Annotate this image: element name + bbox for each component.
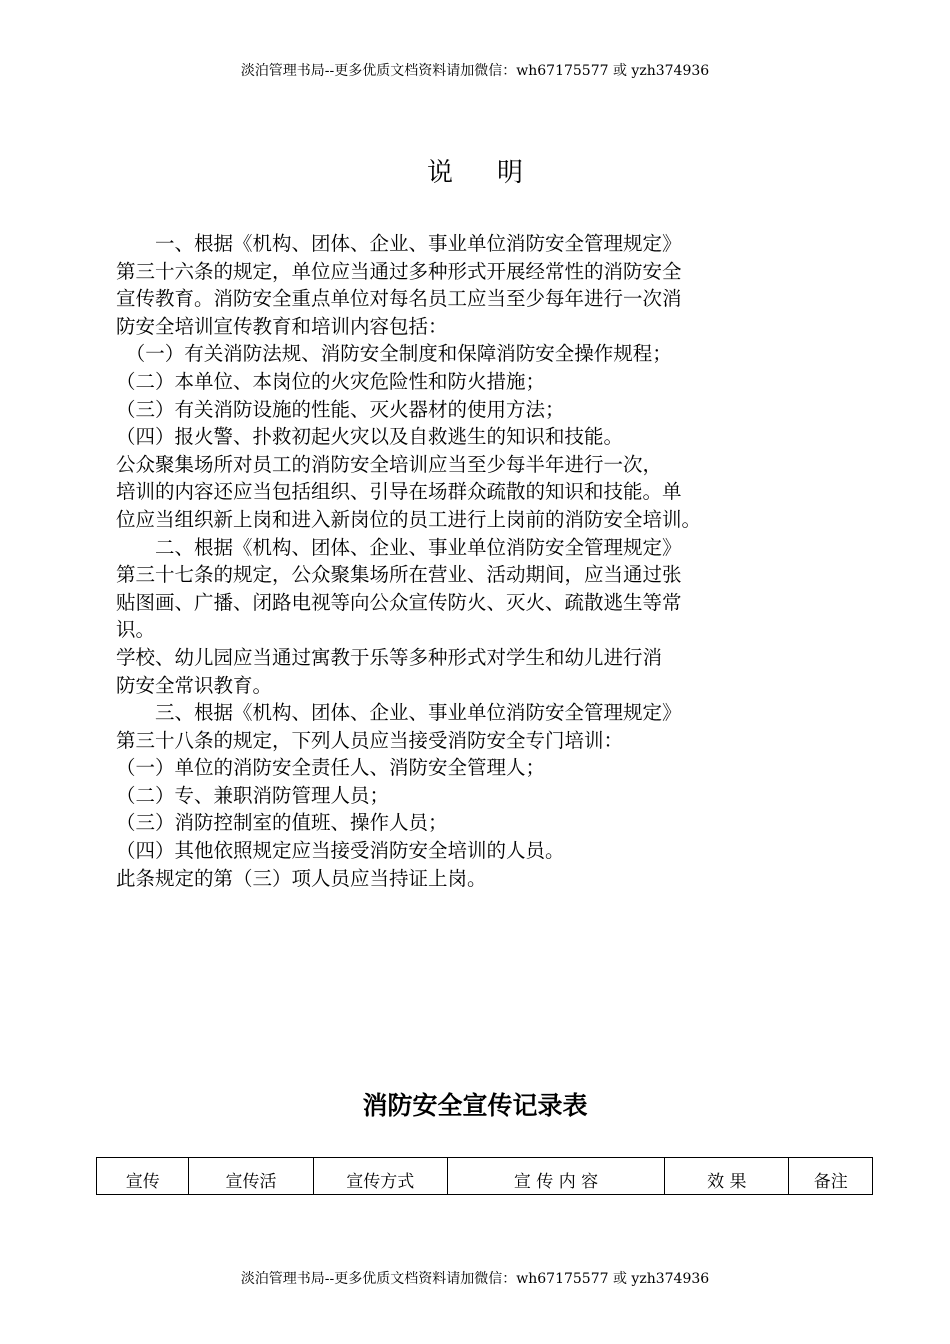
body-line: 培训的内容还应当包括组织、引导在场群众疏散的知识和技能。单 xyxy=(116,480,682,504)
body-line: 防安全培训宣传教育和培训内容包括： xyxy=(116,314,448,338)
body-line: 识。 xyxy=(116,618,156,642)
body-line: 学校、幼儿园应当通过寓教于乐等多种形式对学生和幼儿进行消 xyxy=(116,645,663,669)
body-line: （三）有关消防设施的性能、灭火器材的使用方法； xyxy=(116,397,565,421)
body-line: （二）本单位、本岗位的火灾危险性和防火措施； xyxy=(116,369,546,393)
record-table-title: 消防安全宣传记录表 xyxy=(362,1091,588,1120)
body-line: 贴图画、广播、闭路电视等向公众宣传防火、灭火、疏散逃生等常 xyxy=(116,590,682,614)
table-header-row xyxy=(97,1158,873,1195)
body-line: （一）有关消防法规、消防安全制度和保障消防安全操作规程； xyxy=(116,342,672,366)
body-line: （四）其他依照规定应当接受消防安全培训的人员。 xyxy=(116,839,565,863)
body-line: （四）报火警、扑救初起火灾以及自救逃生的知识和技能。 xyxy=(116,425,624,449)
page-header: 淡泊管理书局--更多优质文档资料请加微信：wh67175577 或 yzh374936 xyxy=(240,63,710,79)
body-line: 此条规定的第（三）项人员应当持证上岗。 xyxy=(116,866,487,890)
record-table xyxy=(96,1157,873,1195)
body-line: 第三十八条的规定，下列人员应当接受消防安全专门培训： xyxy=(116,728,624,752)
page-footer: 淡泊管理书局--更多优质文档资料请加微信：wh67175577 或 yzh374936 xyxy=(240,1271,710,1287)
body-line: （三）消防控制室的值班、操作人员； xyxy=(116,811,448,835)
explanation-body xyxy=(116,230,846,892)
header-cell: 宣传 xyxy=(97,1158,189,1195)
body-line: 公众聚集场所对员工的消防安全培训应当至少每半年进行一次， xyxy=(116,452,663,476)
body-line: 第三十六条的规定，单位应当通过多种形式开展经常性的消防安全 xyxy=(116,259,682,283)
page-title: 说明 xyxy=(426,158,567,188)
header-cell: 备注 xyxy=(789,1158,873,1195)
body-line: 三、根据《机构、团体、企业、事业单位消防安全管理规定》 xyxy=(116,701,682,725)
header-cell: 宣 传 内 容 xyxy=(447,1158,665,1195)
body-line: 位应当组织新上岗和进入新岗位的员工进行上岗前的消防安全培训。 xyxy=(116,507,702,531)
body-line: 二、根据《机构、团体、企业、事业单位消防安全管理规定》 xyxy=(116,535,682,559)
body-line: （二）专、兼职消防管理人员； xyxy=(116,783,390,807)
body-line: 第三十七条的规定，公众聚集场所在营业、活动期间，应当通过张 xyxy=(116,563,682,587)
header-cell: 宣传方式 xyxy=(313,1158,447,1195)
body-line: 宣传教育。消防安全重点单位对每名员工应当至少每年进行一次消 xyxy=(116,287,682,311)
header-cell: 效 果 xyxy=(665,1158,789,1195)
header-cell: 宣传活 xyxy=(189,1158,313,1195)
body-line: （一）单位的消防安全责任人、消防安全管理人； xyxy=(116,756,546,780)
body-line: 一、根据《机构、团体、企业、事业单位消防安全管理规定》 xyxy=(116,232,682,255)
body-line: 防安全常识教育。 xyxy=(116,673,273,697)
